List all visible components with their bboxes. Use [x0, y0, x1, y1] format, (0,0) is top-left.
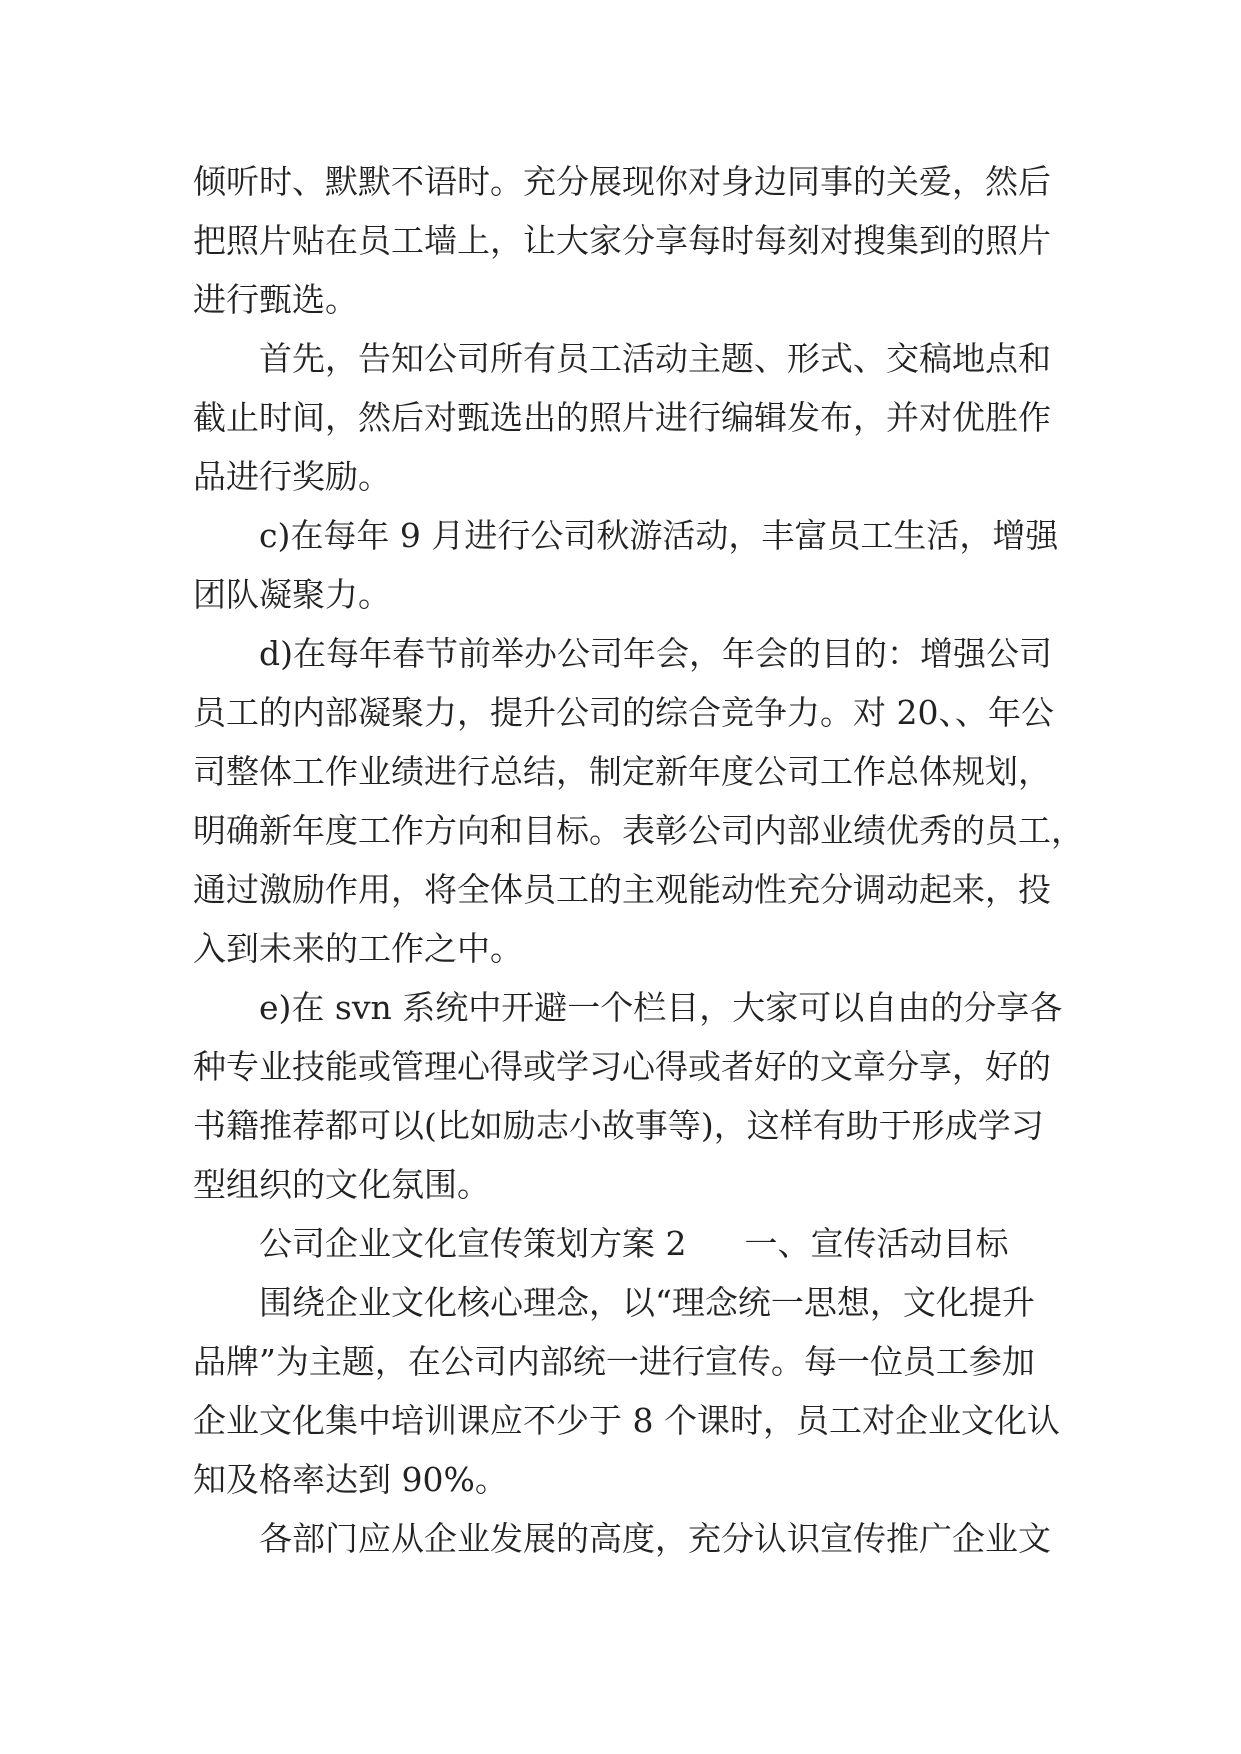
text-line: e)在 svn 系统中开避一个栏目，大家可以自由的分享各: [259, 988, 1063, 1027]
heading-line: [193, 1214, 1063, 1273]
text-line: c)在每年 9 月进行公司秋游活动，丰富员工生活，增强: [259, 516, 1059, 555]
paragraph: [193, 1273, 1063, 1509]
text-line: 倾听时、默默不语时。充分展现你对身边同事的关爱，然后: [193, 162, 1051, 201]
text-line: 员工的内部凝聚力，提升公司的综合竞争力。对 20、、年公: [193, 693, 1054, 732]
text-line: 知及格率达到 90%。: [193, 1460, 508, 1499]
paragraph: [193, 978, 1063, 1214]
heading-subtitle: 一、宣传活动目标: [744, 1224, 1009, 1263]
text-line: d)在每年春节前举办公司年会，年会的目的：增强公司: [259, 634, 1052, 673]
text-line: 把照片贴在员工墙上，让大家分享每时每刻对搜集到的照片: [193, 221, 1051, 260]
text-line: 司整体工作业绩进行总结，制定新年度公司工作总体规划，: [193, 752, 1051, 791]
text-line: 通过激励作用，将全体员工的主观能动性充分调动起来，投: [193, 870, 1051, 909]
text-line: 截止时间，然后对甄选出的照片进行编辑发布，并对优胜作: [193, 398, 1051, 437]
paragraph: [193, 329, 1063, 506]
text-line: 明确新年度工作方向和目标。表彰公司内部业绩优秀的员工，: [193, 811, 1084, 850]
text-line: 企业文化集中培训课应不少于 8 个课时，员工对企业文化认: [193, 1401, 1060, 1440]
text-line: 种专业技能或管理心得或学习心得或者好的文章分享，好的: [193, 1047, 1051, 1086]
text-line: 品进行奖励。: [193, 457, 391, 496]
section-heading: [193, 1214, 1063, 1273]
text-line: 首先，告知公司所有员工活动主题、形式、交稿地点和: [259, 339, 1051, 378]
text-line: 各部门应从企业发展的高度，充分认识宣传推广企业文: [259, 1519, 1051, 1558]
text-line: 书籍推荐都可以(比如励志小故事等)，这样有助于形成学习: [193, 1106, 1044, 1145]
paragraph: [193, 152, 1063, 329]
heading-title: 公司企业文化宣传策划方案 2: [259, 1224, 687, 1263]
paragraph: [193, 1509, 1063, 1568]
text-line: 团队凝聚力。: [193, 575, 391, 614]
paragraph: [193, 506, 1063, 624]
paragraph: [193, 624, 1084, 978]
text-line: 进行甄选。: [193, 280, 358, 319]
text-line: 型组织的文化氛围。: [193, 1165, 490, 1204]
text-line: 围绕企业文化核心理念，以“理念统一思想，文化提升: [259, 1283, 1035, 1322]
text-line: 品牌”为主题，在公司内部统一进行宣传。每一位员工参加: [193, 1342, 1035, 1381]
text-line: 入到未来的工作之中。: [193, 929, 523, 968]
document-body: [193, 152, 1084, 1568]
